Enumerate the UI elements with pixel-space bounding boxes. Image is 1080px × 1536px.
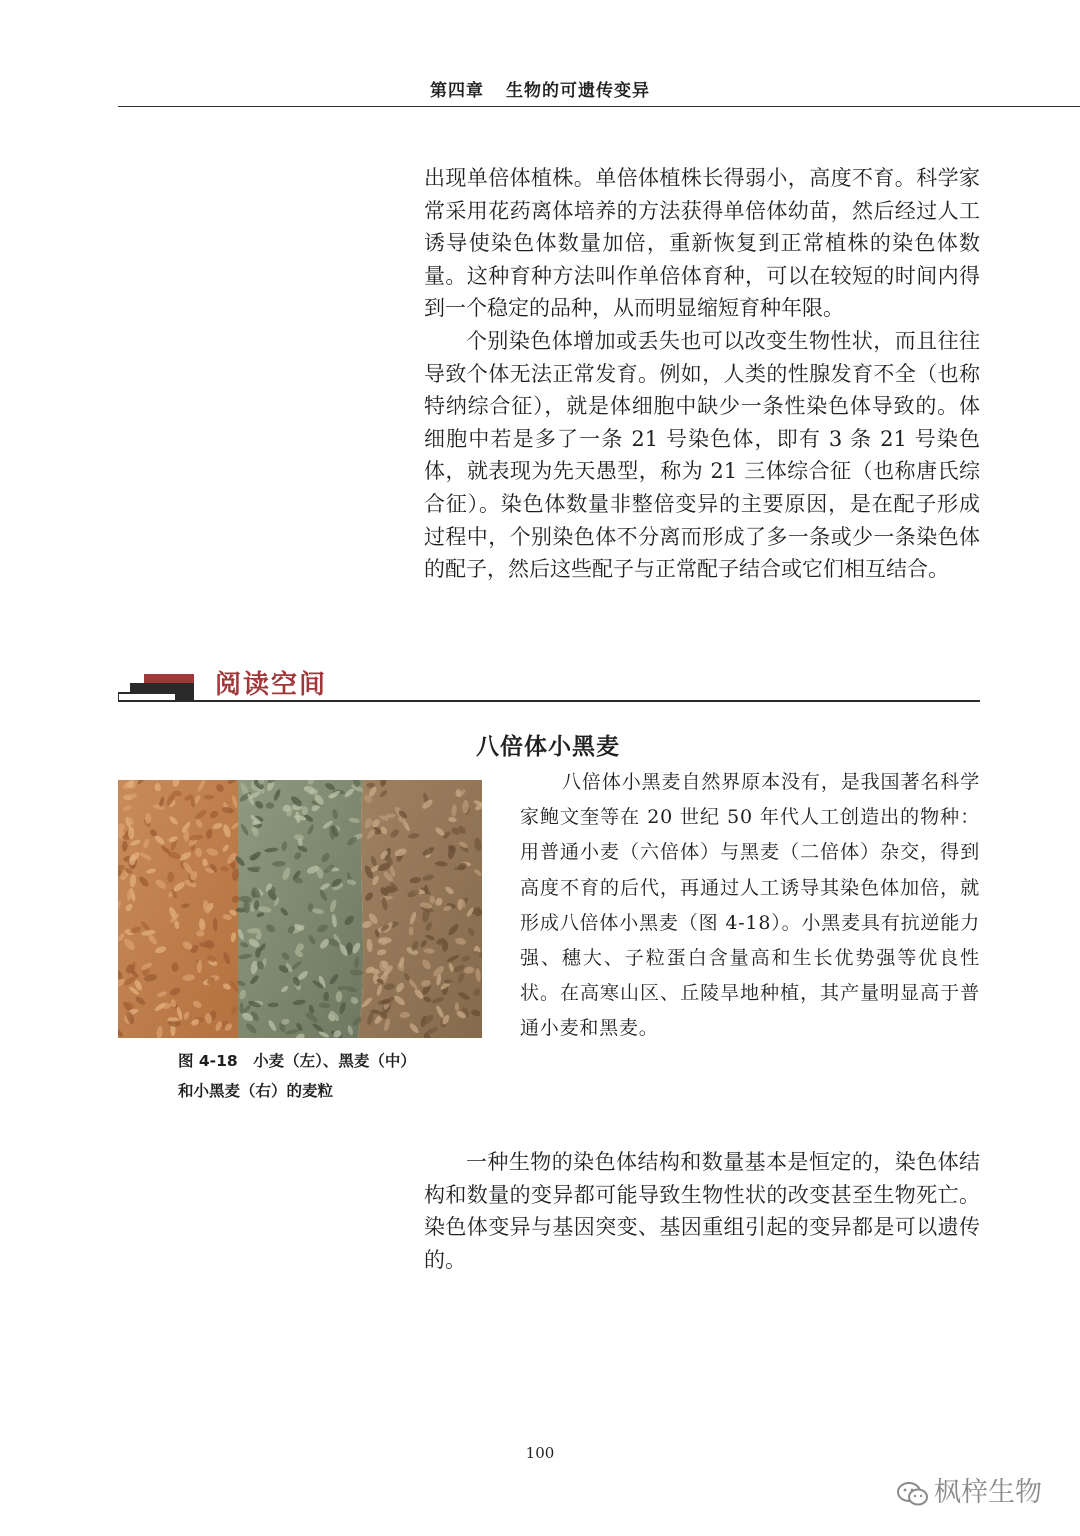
grain-kernel — [378, 937, 391, 943]
grain-image — [118, 780, 482, 1038]
grain-kernel — [204, 795, 214, 800]
grain-kernel — [455, 1002, 459, 1011]
page-number: 100 — [525, 1444, 555, 1462]
paragraph: 出现单倍体植株。单倍体植株长得弱小，高度不育。科学家常采用花药离体培养的方法获得单倍体幼苗，然后经过人工诱导使染色体数量加倍，重新恢复到正常植株的染色体数量。这种育种方法叫作单倍体育种，可以在较短的时间内得到一个稳定的品种，从而明显缩短育种年限。 — [424, 166, 980, 321]
caption-line: 图 4-18 小麦（左）、黑麦（中） — [178, 1052, 416, 1070]
body-text-bottom — [424, 1146, 980, 1276]
grain-kernel — [128, 827, 134, 840]
chapter-number: 第四章 — [430, 81, 484, 101]
section-label: 阅读空间 — [215, 670, 328, 700]
paragraph: 个别染色体增加或丢失也可以改变生物性状，而且往往导致个体无法正常发育。例如，人类的性腺发育不全（也称特纳综合征），就是体细胞中缺少一条性染色体导致的。体细胞中若是多了一条 21 号染色体，即有 3 条 21 号染色体，就表现为先天愚型，称为 21 三体综合征（也称唐氏综合征）。染色体数量非整倍变异的主要原因，是在配子形成过程中，个别染色体不分离而形成了多一条或少一条染色体的配子，然后这些配子与正常配子结合或它们相互结合。 — [424, 328, 980, 582]
body-text-top — [424, 162, 980, 586]
chapter-title: 生物的可遗传变异 — [506, 81, 650, 101]
grain-kernel — [308, 789, 317, 795]
grain-kernel — [373, 974, 379, 984]
article-title: 八倍体小黑麦 — [476, 734, 620, 760]
reading-paragraph: 八倍体小黑麦自然界原本没有，是我国著名科学家鲍文奎等在 20 世纪 50 年代人工创造出的物种：用普通小麦（六倍体）与黑麦（二倍体）杂交，得到高度不育的后代，再通过人工诱导其染色体加倍，就形成八倍体小黑麦（图 4-18）。小黑麦具有抗逆能力强、穗大、子粒蛋白含量高和生长优势强等优良性状。在高寒山区、丘陵旱地种植，其产量明显高于普通小麦和黑麦。 — [520, 771, 980, 1040]
caption-line: 和小黑麦（右）的麦粒 — [178, 1082, 334, 1100]
page-header — [0, 76, 1080, 101]
reading-section-header — [118, 662, 980, 704]
header-divider — [118, 106, 1080, 107]
grain-kernel — [302, 806, 308, 815]
figure-caption — [178, 1046, 468, 1106]
watermark — [896, 1470, 1042, 1509]
section-divider — [118, 700, 980, 702]
watermark-text: 枫梓生物 — [934, 1477, 1042, 1508]
paragraph: 一种生物的染色体结构和数量基本是恒定的，染色体结构和数量的变异都可能导致生物性状的改变甚至生物死亡。染色体变异与基因突变、基因重组引起的变异都是可以遗传的。 — [424, 1150, 980, 1272]
triticale-grains — [358, 780, 482, 1038]
wheat-grain-photo — [118, 780, 482, 1038]
wechat-icon — [896, 1480, 930, 1508]
book-stack-icon — [118, 672, 196, 702]
